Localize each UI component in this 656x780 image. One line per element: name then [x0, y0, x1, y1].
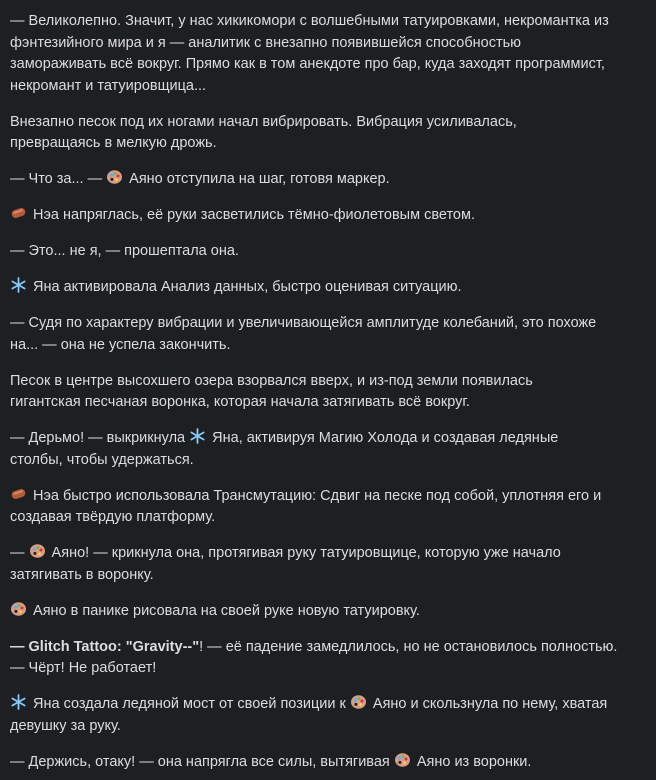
message: Яна активировала Анализ данных, быстро оценивая ситуацию. — [10, 277, 642, 299]
message: Нэа напряглась, её руки засветились тёмно-фиолетовым светом. — [10, 205, 642, 227]
snowflake-emoji-icon — [10, 277, 27, 293]
message: — Аяно! — крикнула она, протягивая руку татуировщице, которую уже начало затягивать в воронку. — [10, 545, 561, 583]
sausage-emoji-icon — [10, 486, 27, 502]
message: Внезапно песок под их ногами начал вибрировать. Вибрация усиливалась, превращаясь в мелкую дрожь. — [10, 113, 517, 151]
message: Нэа быстро использовала Трансмутацию: Сдвиг на песке под собой, уплотняя его и создавая твёрдую платформу. — [10, 487, 602, 525]
snowflake-emoji-icon — [10, 694, 27, 710]
palette-emoji-icon — [10, 601, 27, 617]
message: — Что за... — Аяно отступила на шаг, готовя маркер. — [10, 171, 390, 187]
message: — Glitch Tattoo: "Gravity--"! — её падение замедлилось, но не остановилось полностью. — Чёрт! Не работает! — [10, 638, 618, 676]
palette-emoji-icon — [350, 694, 367, 710]
message: Яна создала ледяной мост от своей позиции к Аяно и скользнула по нему, хватая девушку за руку. — [10, 696, 608, 734]
snowflake-emoji-icon — [189, 428, 206, 444]
message: — Судя по характеру вибрации и увеличивающейся амплитуде колебаний, это похоже на... — она не успела закончить. — [10, 315, 597, 353]
message: — Дерьмо! — выкрикнула Яна, активируя Магию Холода и создавая ледяные столбы, чтобы удержаться. — [10, 430, 559, 468]
message: — Это... не я, — прошептала она. — [10, 243, 239, 259]
palette-emoji-icon — [106, 169, 123, 185]
message: Песок в центре высохшего озера взорвался вверх, и из-под земли появилась гигантская песчаная воронка, которая начала затягивать всё вокруг. — [10, 372, 533, 410]
sausage-emoji-icon — [10, 205, 27, 221]
message: — Держись, отаку! — она напрягла все силы, вытягивая Аяно из воронки. — [10, 753, 532, 770]
message: — Великолепно. Значит, у нас хикикомори с волшебными татуировками, некромантка из фэнтезийного мира и я — аналитик с внезапно появившейся способностью замораживать всё вокруг. Прямо как в том анекдоте про бар, куда заходят программист, некромант и татуировщица... — [10, 13, 609, 94]
palette-emoji-icon — [394, 752, 411, 768]
message: Аяно в панике рисовала на своей руке новую татуировку. — [10, 601, 642, 623]
palette-emoji-icon — [29, 543, 46, 559]
